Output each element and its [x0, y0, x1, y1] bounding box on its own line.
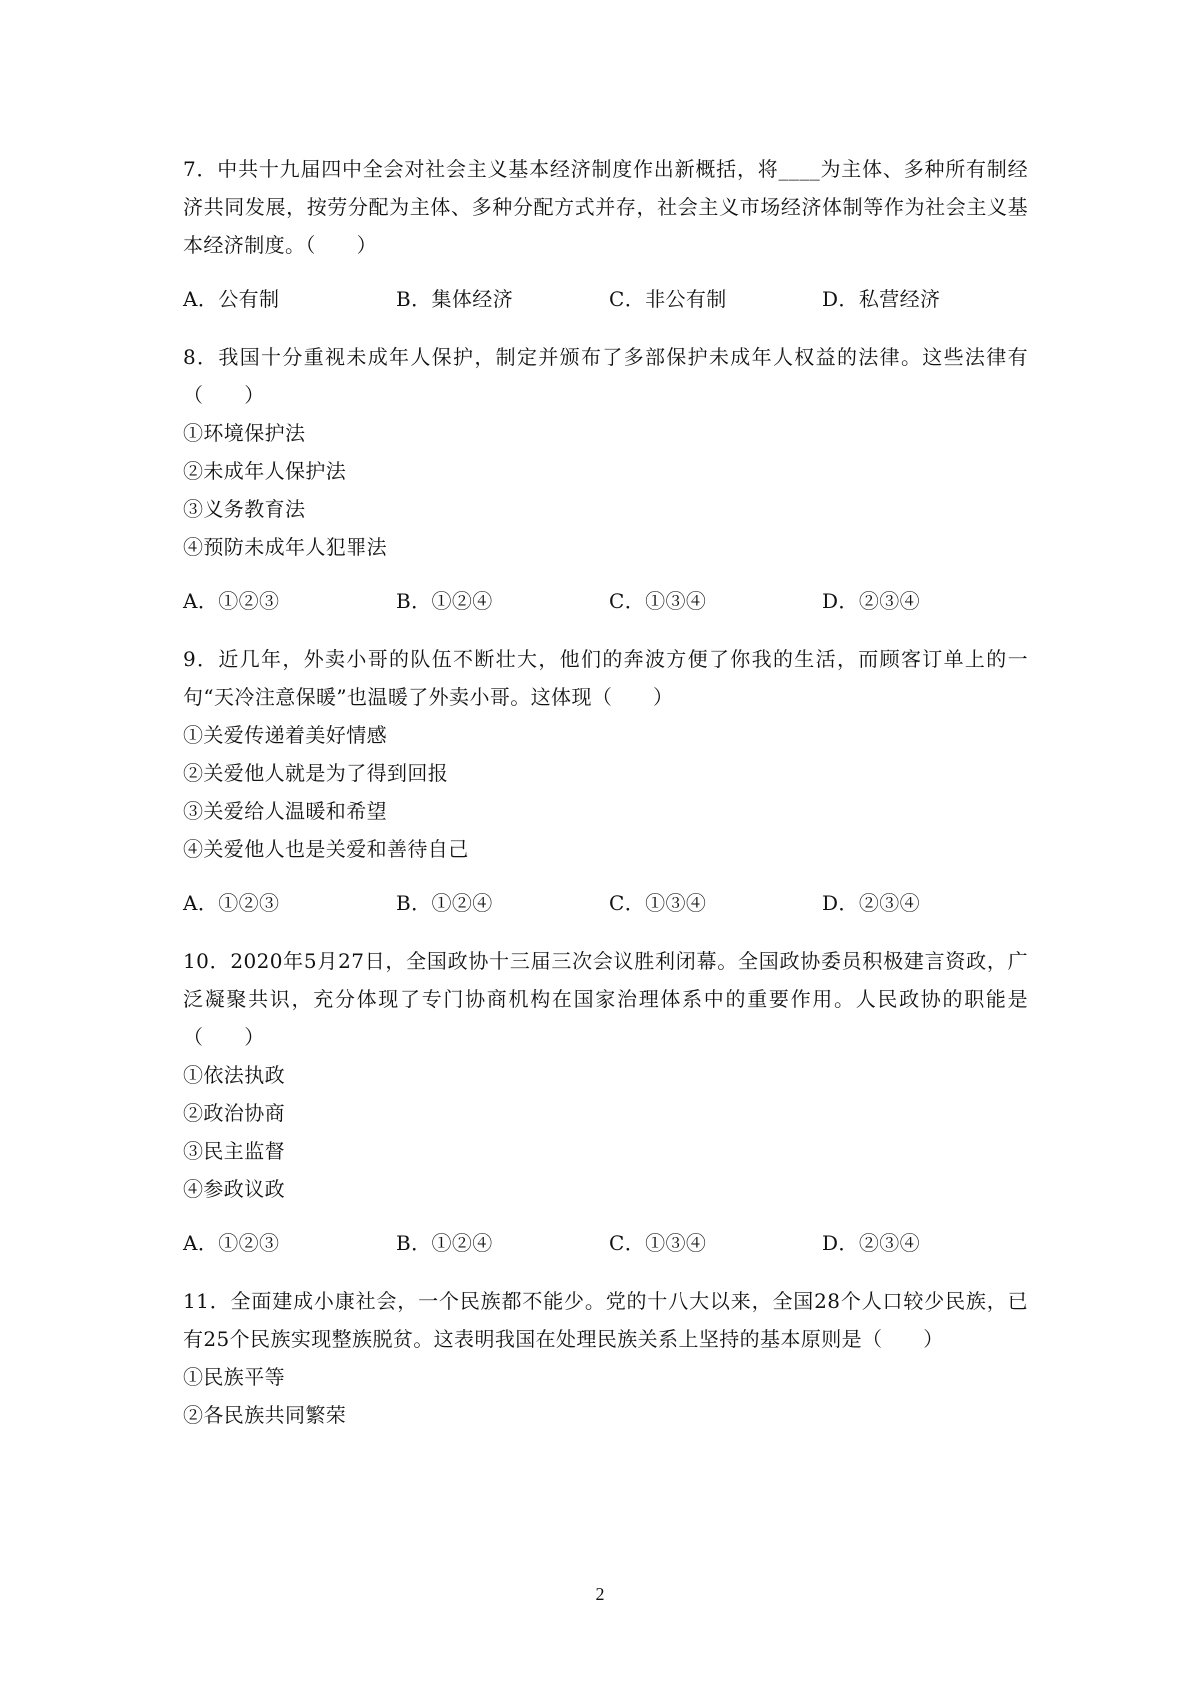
- question-8-stem: 8．我国十分重视未成年人保护，制定并颁布了多部保护未成年人权益的法律。这些法律有（ ）: [183, 345, 1028, 407]
- question-10-option-c: C．①③④: [609, 1231, 707, 1255]
- question-7-options: [183, 280, 1028, 318]
- question-8-option-b: B．①②④: [396, 589, 493, 613]
- question-9-option-b: B．①②④: [396, 891, 493, 915]
- question-9-option-a: A．①②③: [183, 891, 280, 915]
- question-11-statement-1: ①民族平等: [183, 1365, 285, 1389]
- question-7-option-a: A．公有制: [183, 287, 280, 311]
- question-10-options: [183, 1224, 1028, 1262]
- question-7-option-c: C．非公有制: [609, 287, 727, 311]
- question-10-statement-3: ③民主监督: [183, 1139, 285, 1163]
- question-8: [183, 338, 1028, 620]
- question-8-statement-2: ②未成年人保护法: [183, 459, 347, 483]
- question-8-statement-4: ④预防未成年人犯罪法: [183, 535, 387, 559]
- question-10-statement-1: ①依法执政: [183, 1063, 285, 1087]
- question-9-option-d: D．②③④: [822, 891, 921, 915]
- question-7-stem: 7．中共十九届四中全会对社会主义基本经济制度作出新概括，将____为主体、多种所有制经济共同发展，按劳分配为主体、多种分配方式并存，社会主义市场经济体制等作为社会主义基本经济制度。（ ）: [183, 157, 1028, 257]
- question-8-option-c: C．①③④: [609, 589, 707, 613]
- question-10-option-b: B．①②④: [396, 1231, 493, 1255]
- question-7-option-b: B．集体经济: [396, 287, 514, 311]
- question-8-option-d: D．②③④: [822, 589, 921, 613]
- question-8-statement-1: ①环境保护法: [183, 421, 306, 445]
- question-10-statement-4: ④参政议政: [183, 1177, 285, 1201]
- question-9-statement-1: ①关爱传递着美好情感: [183, 723, 387, 747]
- question-list: [183, 150, 1028, 1434]
- question-7: [183, 150, 1028, 318]
- page-number: 2: [595, 1584, 605, 1604]
- question-8-option-a: A．①②③: [183, 589, 280, 613]
- question-10-stem: 10．2020年5月27日，全国政协十三届三次会议胜利闭幕。全国政协委员积极建言资政，广泛凝聚共识，充分体现了专门协商机构在国家治理体系中的重要作用。人民政协的职能是（ ）: [183, 949, 1028, 1049]
- question-9-options: [183, 884, 1028, 922]
- question-10-option-a: A．①②③: [183, 1231, 280, 1255]
- question-9-statement-3: ③关爱给人温暖和希望: [183, 799, 387, 823]
- question-9-option-c: C．①③④: [609, 891, 707, 915]
- question-8-options: [183, 582, 1028, 620]
- question-10-option-d: D．②③④: [822, 1231, 921, 1255]
- question-11: [183, 1282, 1028, 1434]
- question-11-stem: 11．全面建成小康社会，一个民族都不能少。党的十八大以来，全国28个人口较少民族，已有25个民族实现整族脱贫。这表明我国在处理民族关系上坚持的基本原则是（ ）: [183, 1289, 1028, 1351]
- question-10: [183, 942, 1028, 1262]
- question-11-statement-2: ②各民族共同繁荣: [183, 1403, 347, 1427]
- question-8-statement-3: ③义务教育法: [183, 497, 306, 521]
- question-7-option-d: D．私营经济: [822, 287, 941, 311]
- question-9-statement-4: ④关爱他人也是关爱和善待自己: [183, 837, 469, 861]
- question-10-statement-2: ②政治协商: [183, 1101, 285, 1125]
- question-9: [183, 640, 1028, 922]
- question-9-statement-2: ②关爱他人就是为了得到回报: [183, 761, 449, 785]
- question-9-stem: 9．近几年，外卖小哥的队伍不断壮大，他们的奔波方便了你我的生活，而顾客订单上的一句“天冷注意保暖”也温暖了外卖小哥。这体现（ ）: [183, 647, 1028, 709]
